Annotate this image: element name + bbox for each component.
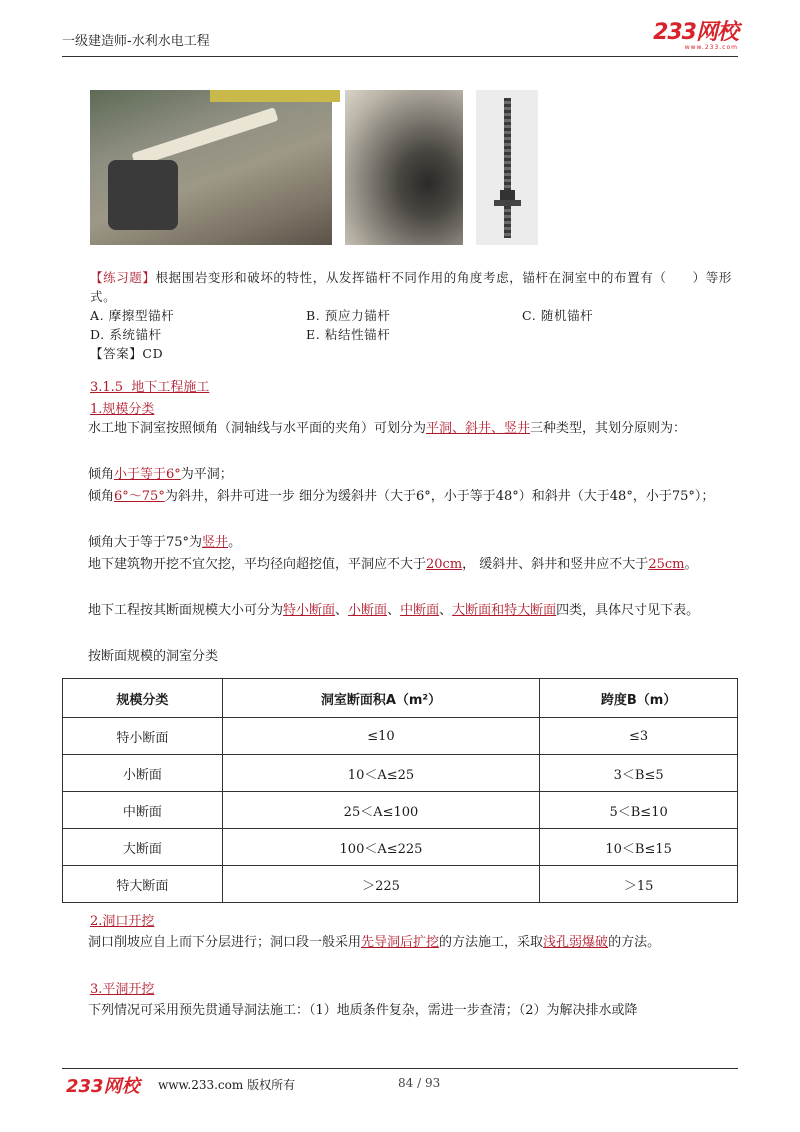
table-cell: 10＜B≤15: [540, 829, 738, 866]
highlight-shallow-weak-blasting: 浅孔弱爆破: [543, 935, 609, 950]
header-logo-text: 233网校: [653, 20, 738, 45]
rock-bolt-photo: [476, 90, 538, 245]
header-logo: [653, 22, 738, 51]
rule-vertical-shaft: 倾角大于等于75°为竖井。: [88, 535, 242, 550]
table-cell: 3＜B≤5: [540, 755, 738, 792]
table-row: [63, 866, 738, 903]
highlight-25cm: 25cm: [648, 557, 685, 572]
highlight-extra-small: 特小断面: [283, 603, 336, 618]
subsection-1-title: 1.规模分类: [90, 402, 155, 417]
table-caption: 按断面规模的洞室分类: [88, 649, 219, 664]
section-title: 地下工程施工: [131, 380, 210, 395]
highlight-le-6: 小于等于6°: [114, 467, 181, 482]
paragraph-incline-classification: 水工地下洞室按照倾角（洞轴线与水平面的夹角）可划分为平洞、斜井、竖井三种类型，其划分原则为：: [88, 421, 687, 436]
highlight-three-types: 平洞、斜井、竖井: [426, 421, 531, 436]
highlight-large: 大断面和特大断面: [452, 603, 557, 618]
section-classification-table: [62, 678, 738, 903]
footer-copyright: www.233.com 版权所有: [158, 1078, 296, 1092]
paragraph-portal-excavation: 洞口削坡应自上而下分层进行；洞口段一般采用先导洞后扩挖的方法施工，采取浅孔弱爆破的方法。: [88, 935, 661, 950]
drilling-rig-photo: [90, 90, 332, 245]
table-cell: ≤3: [540, 718, 738, 755]
table-row: [63, 755, 738, 792]
table-header-row: [63, 679, 738, 718]
highlight-6-75: 6°～75°: [114, 489, 165, 504]
table-cell: 5＜B≤10: [540, 792, 738, 829]
tunnel-interior-photo: [345, 90, 463, 245]
table-cell: 中断面: [63, 792, 223, 829]
table-cell: 小断面: [63, 755, 223, 792]
option-d: D. 系统锚杆: [90, 327, 162, 342]
rule-inclined-shaft: 倾角6°～75°为斜井，斜井可进一步 细分为缓斜井（大于6°，小于等于48°）和斜井（大于48°，小于75°）；: [88, 489, 715, 504]
highlight-vertical-shaft: 竖井: [202, 535, 229, 550]
highlight-20cm: 20cm: [426, 557, 463, 572]
highlight-medium: 中断面: [400, 603, 440, 618]
table-cell: ＞15: [540, 866, 738, 903]
option-e: E. 粘结性锚杆: [306, 327, 391, 342]
highlight-small: 小断面: [348, 603, 388, 618]
table-cell: 大断面: [63, 829, 223, 866]
section-number: 3.1.5: [90, 380, 124, 395]
document-header-title: 一级建造师-水利水电工程: [62, 34, 210, 49]
header-divider: [62, 56, 738, 57]
table-row: [63, 792, 738, 829]
answer-value: CD: [142, 346, 164, 361]
table-row: [63, 718, 738, 755]
table-cell: 100＜A≤225: [222, 829, 540, 866]
table-cell: 特大断面: [63, 866, 223, 903]
table-cell: ＞225: [222, 866, 540, 903]
option-c: C. 随机锚杆: [522, 308, 594, 323]
paragraph-pilot-tunnel: 下列情况可采用预先贯通导洞法施工：（1）地质条件复杂，需进一步查清；（2）为解决排水或降: [88, 1003, 638, 1018]
exercise-question-text: 根据围岩变形和破坏的特性，从发挥锚杆不同作用的角度考虑，锚杆在洞室中的布置有（ ）等形式。: [90, 270, 732, 304]
footer-divider: [62, 1068, 738, 1069]
option-a: A. 摩擦型锚杆: [90, 308, 175, 323]
subsection-3-title: 3.平洞开挖: [90, 982, 155, 997]
answer-label: 【答案】: [90, 346, 143, 361]
table-cell: 10＜A≤25: [222, 755, 540, 792]
footer-logo: 233网校: [66, 1076, 140, 1097]
table-cell: 特小断面: [63, 718, 223, 755]
header-logo-url: www.233.com: [684, 44, 738, 51]
subsection-2-title: 2.洞口开挖: [90, 914, 155, 929]
table-header-cell: 规模分类: [63, 679, 223, 718]
exercise-question: [90, 268, 740, 306]
option-b: B. 预应力锚杆: [306, 308, 391, 323]
table-cell: 25＜A≤100: [222, 792, 540, 829]
section-heading: [90, 376, 209, 395]
rule-flat-tunnel: 倾角小于等于6°为平洞；: [88, 467, 233, 482]
table-cell: ≤10: [222, 718, 540, 755]
page-number: 84 / 93: [398, 1076, 441, 1090]
highlight-pilot-then-enlarge: 先导洞后扩挖: [361, 935, 440, 950]
answer-line: [90, 344, 163, 362]
exercise-tag: 【练习题】: [90, 270, 156, 285]
table-row: [63, 829, 738, 866]
table-header-cell: 跨度B（m）: [540, 679, 738, 718]
paragraph-section-size: 地下工程按其断面规模大小可分为特小断面、小断面、中断面、大断面和特大断面四类，具体尺寸见下表。: [88, 603, 700, 618]
paragraph-overbreak: 地下建筑物开挖不宜欠挖，平均径向超挖值，平洞应不大于20cm， 缓斜井、斜井和竖井应不大于25cm。: [88, 557, 698, 572]
table-header-cell: 洞室断面积A（m²）: [222, 679, 540, 718]
